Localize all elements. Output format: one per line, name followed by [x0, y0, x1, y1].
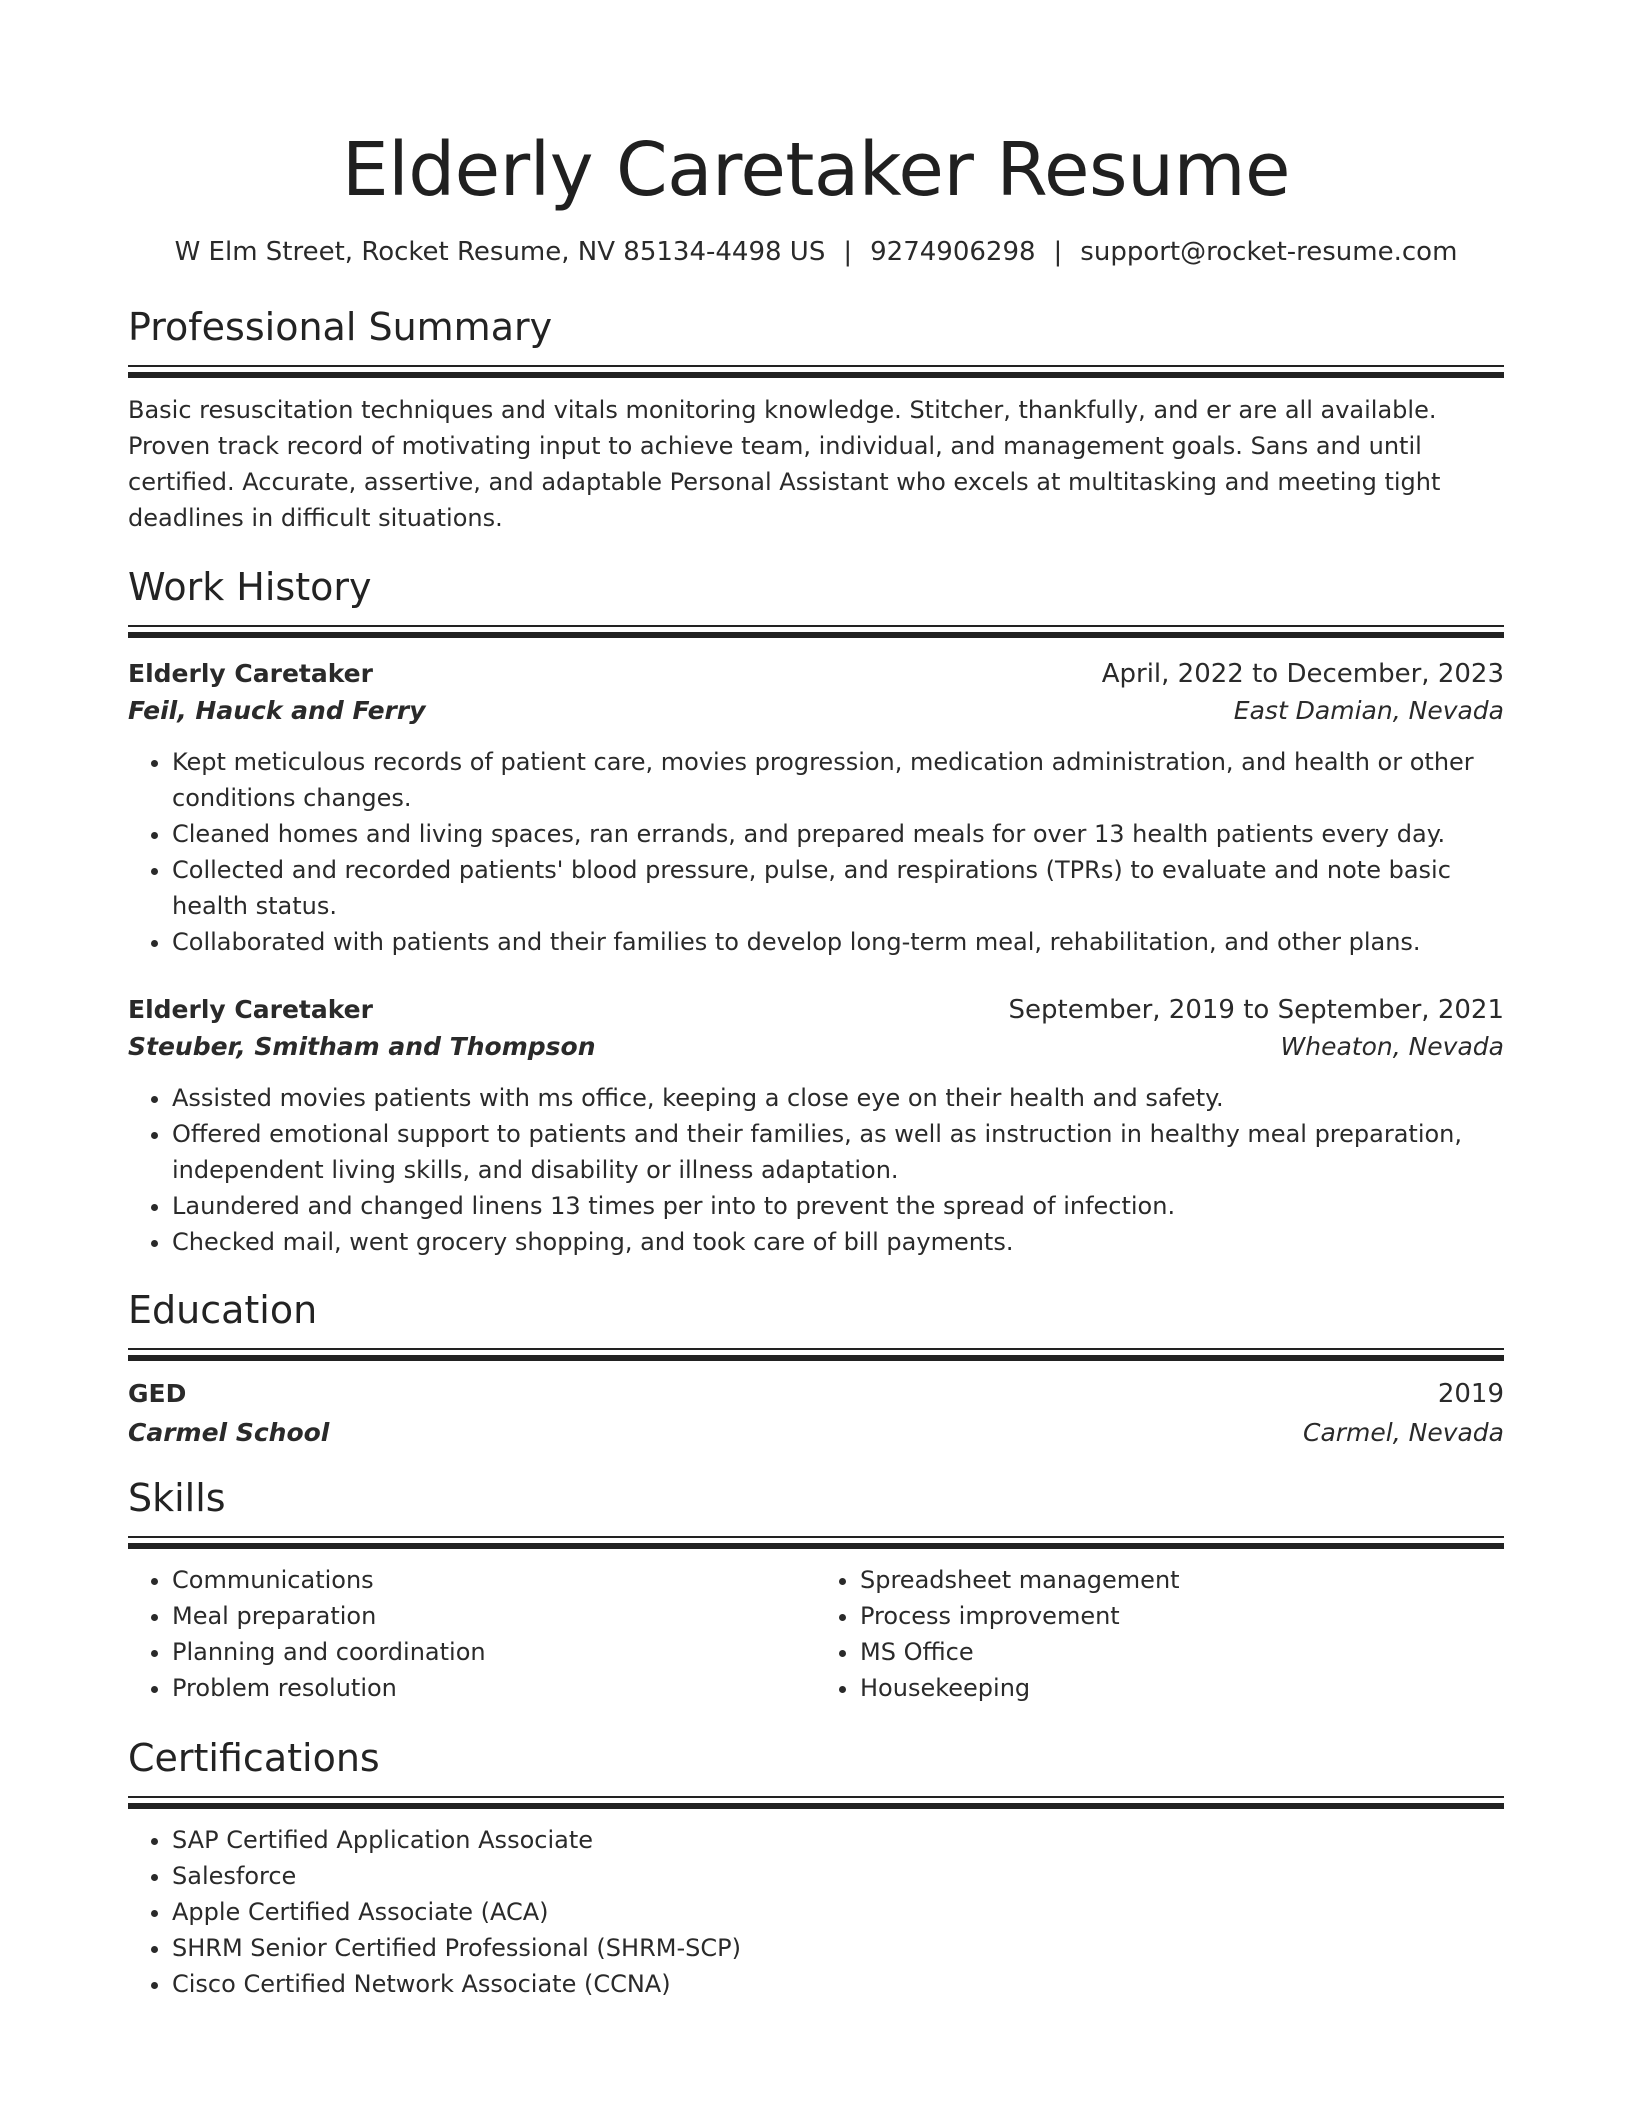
certification-item: • SHRM Senior Certified Professional (SHRM-SCP) [172, 1930, 1504, 1966]
education-heading: Education [128, 1288, 318, 1332]
resume-page [128, 0, 1504, 2002]
job-bullet: • Checked mail, went grocery shopping, and took care of bill payments. [172, 1224, 1504, 1260]
work-section [128, 563, 1504, 1260]
job-bullets [128, 1080, 1504, 1260]
job-bullet: • Assisted movies patients with ms office, keeping a close eye on their health and safety. [172, 1080, 1504, 1116]
contact-line [128, 234, 1504, 270]
job-bullet: • Laundered and changed linens 13 times per into to prevent the spread of infection. [172, 1188, 1504, 1224]
certification-item: • Cisco Certified Network Associate (CCNA) [172, 1966, 1504, 2002]
section-divider [128, 625, 1504, 639]
contact-separator: | [843, 237, 853, 267]
job-bullet: • Kept meticulous records of patient care, movies progression, medication administration, and health or other conditions changes. [172, 744, 1504, 816]
job-bullet: • Cleaned homes and living spaces, ran errands, and prepared meals for over 13 health patients every day. [172, 816, 1504, 852]
certifications-section [128, 1734, 1504, 2002]
job-bullet: • Offered emotional support to patients and their families, as well as instruction in healthy meal preparation, independent living skills, and disability or illness adaptation. [172, 1116, 1504, 1188]
contact-separator: | [1053, 237, 1063, 267]
job-bullet: • Collaborated with patients and their families to develop long-term meal, rehabilitation, and other plans. [172, 924, 1504, 960]
skills-heading: Skills [128, 1476, 226, 1520]
certifications-list [128, 1822, 1504, 2002]
education-degree: GED [128, 1379, 187, 1408]
certifications-heading: Certifications [128, 1736, 380, 1780]
contact-phone: 9274906298 [870, 237, 1036, 267]
contact-email: support@rocket-resume.com [1080, 237, 1458, 267]
education-year: 2019 [1437, 1379, 1504, 1409]
skill-item: • MS Office [860, 1634, 1504, 1670]
skills-grid [128, 1562, 1504, 1706]
certification-item: • Apple Certified Associate (ACA) [172, 1894, 1504, 1930]
job-company: Feil, Hauck and Ferry [128, 696, 426, 725]
job-entry [128, 992, 1504, 1260]
summary-text: Basic resuscitation techniques and vitals monitoring knowledge. Stitcher, thankfully, and er are all available. Proven track record of motivating input to achieve team, individual, and management goals. Sans and until certified. Accurate, assertive, and adaptable Personal Assistant who excels at multitasking and meeting tight deadlines in difficult situations. [128, 396, 1441, 532]
skill-item: • Communications [172, 1562, 816, 1598]
education-location: Carmel, Nevada [1302, 1418, 1504, 1447]
job-title: Elderly Caretaker [128, 659, 373, 688]
skill-item: • Spreadsheet management [860, 1562, 1504, 1598]
skill-item: • Housekeeping [860, 1670, 1504, 1706]
skill-item: • Meal preparation [172, 1598, 816, 1634]
certification-item: • Salesforce [172, 1858, 1504, 1894]
job-dates: April, 2022 to December, 2023 [1101, 659, 1504, 689]
job-entry [128, 656, 1504, 960]
resume-title: Elderly Caretaker Resume [341, 127, 1291, 213]
summary-heading: Professional Summary [128, 305, 553, 349]
skill-item: • Problem resolution [172, 1670, 816, 1706]
skill-item: • Process improvement [860, 1598, 1504, 1634]
education-section [128, 1286, 1504, 1452]
job-bullets [128, 744, 1504, 960]
section-divider [128, 1348, 1504, 1362]
section-divider [128, 1536, 1504, 1550]
skill-item: • Planning and coordination [172, 1634, 816, 1670]
job-location: Wheaton, Nevada [1280, 1032, 1504, 1061]
contact-address: W Elm Street, Rocket Resume, NV 85134-4498 US [174, 237, 826, 267]
job-title: Elderly Caretaker [128, 995, 373, 1024]
job-location: East Damian, Nevada [1233, 696, 1504, 725]
education-school: Carmel School [128, 1418, 330, 1447]
skills-section [128, 1474, 1504, 1706]
certification-item: • SAP Certified Application Associate [172, 1822, 1504, 1858]
summary-section [128, 303, 1504, 536]
section-divider [128, 365, 1504, 379]
skills-list-left [128, 1562, 816, 1706]
job-company: Steuber, Smitham and Thompson [128, 1032, 596, 1061]
section-divider [128, 1796, 1504, 1810]
skills-list-right [816, 1562, 1504, 1706]
job-dates: September, 2019 to September, 2021 [1008, 995, 1504, 1025]
job-bullet: • Collected and recorded patients' blood pressure, pulse, and respirations (TPRs) to evaluate and note basic health status. [172, 852, 1504, 924]
work-heading: Work History [128, 565, 372, 609]
